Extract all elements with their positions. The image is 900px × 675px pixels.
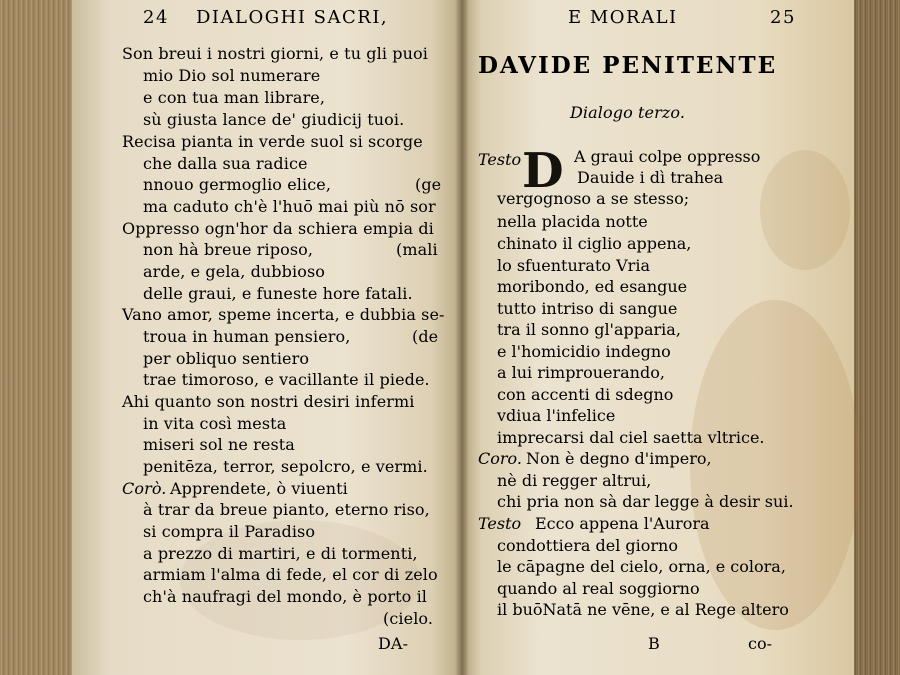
text-line: ma caduto ch'è l'huō mai più nō sor: [143, 197, 436, 216]
text-line: trae timoroso, e vacillante il piede.: [143, 370, 430, 389]
text-line: troua in human pensiero,: [143, 327, 351, 346]
text-line: condottiera del giorno: [497, 536, 678, 555]
text-line: Ecco appena l'Aurora: [535, 514, 710, 533]
text-line: in vita così mesta: [143, 414, 287, 433]
text-line: Vano amor, speme incerta, e dubbia se-: [122, 305, 445, 324]
text-line: imprecarsi dal ciel saetta vltrice.: [497, 428, 765, 447]
left-page-number: 24: [143, 7, 169, 28]
text-line: Non è degno d'impero,: [526, 449, 712, 468]
book-gutter: [455, 0, 469, 675]
catchword: co-: [748, 634, 772, 653]
catchword: DA-: [378, 634, 409, 653]
text-line: vergognoso a se stesso;: [497, 189, 690, 208]
speaker-label: Coro.: [478, 449, 522, 468]
text-line: A graui colpe oppresso: [574, 147, 761, 166]
text-line: Apprendete, ò viuenti: [170, 479, 348, 498]
text-line: chi pria non sà dar legge à desir sui.: [497, 492, 794, 511]
text-line: chinato il ciglio appena,: [497, 234, 692, 253]
text-line: e con tua man librare,: [143, 88, 326, 107]
speaker-label: Corò.: [122, 479, 167, 498]
left-running-head: DIALOGHI SACRI,: [196, 7, 389, 28]
text-line: lo sfuenturato Vria: [497, 256, 650, 275]
right-running-head: E MORALI: [568, 7, 678, 28]
text-line: mio Dio sol numerare: [143, 66, 321, 85]
text-line: che dalla sua radice: [143, 154, 308, 173]
text-line: tutto intriso di sangue: [497, 299, 678, 318]
page-title: DAVIDE PENITENTE: [478, 52, 778, 79]
text-line: sù giusta lance de' giudicij tuoi.: [143, 110, 405, 129]
text-line: à trar da breue pianto, eterno riso,: [143, 500, 430, 519]
text-line-turnover: (mali: [396, 240, 438, 259]
text-line: Recisa pianta in verde suol si scorge: [122, 132, 423, 151]
text-line: nè di regger altrui,: [497, 471, 652, 490]
text-line: Dauide i dì trahea: [577, 168, 724, 187]
text-line: a prezzo di martiri, e di tormenti,: [143, 544, 418, 563]
book-edge-left: [0, 0, 78, 675]
water-stain: [690, 300, 860, 630]
text-line: Ahi quanto son nostri desiri infermi: [122, 392, 415, 411]
text-line: nnouo germoglio elice,: [143, 175, 332, 194]
text-line: vdiua l'infelice: [497, 406, 616, 425]
text-line: moribondo, ed esangue: [497, 277, 688, 296]
text-line: arde, e gela, dubbioso: [143, 262, 325, 281]
speaker-label: Testo: [478, 150, 522, 169]
text-line-turnover: (de: [412, 327, 439, 346]
text-line: penitēza, terror, sepolcro, e vermi.: [143, 457, 428, 476]
drop-cap: D: [522, 143, 564, 199]
text-line: le cāpagne del cielo, orna, e colora,: [497, 557, 786, 576]
text-line-turnover: (cielo.: [383, 609, 434, 628]
text-line: non hà breue riposo,: [143, 240, 314, 259]
text-line: a lui rimprouerando,: [497, 363, 665, 382]
signature-mark: B: [648, 634, 660, 653]
text-line: il buōNatā ne vēne, e al Rege altero: [497, 600, 789, 619]
text-line: si compra il Paradiso: [143, 522, 316, 541]
text-line: e l'homicidio indegno: [497, 342, 671, 361]
subtitle: Dialogo terzo.: [570, 103, 686, 122]
text-line: Son breui i nostri giorni, e tu gli puoi: [122, 44, 428, 63]
text-line-turnover: (ge: [415, 175, 442, 194]
right-page-number: 25: [770, 7, 796, 28]
text-line: miseri sol ne resta: [143, 435, 295, 454]
text-line: ch'à naufragi del mondo, è porto il: [143, 587, 428, 606]
water-stain: [760, 150, 850, 270]
text-line: con accenti di sdegno: [497, 385, 674, 404]
text-line: quando al real soggiorno: [497, 579, 700, 598]
text-line: Oppresso ogn'hor da schiera empia di: [122, 219, 434, 238]
text-line: armiam l'alma di fede, el cor di zelo: [143, 565, 438, 584]
text-line: per obliquo sentiero: [143, 349, 310, 368]
text-line: delle graui, e funeste hore fatali.: [143, 284, 413, 303]
text-line: tra il sonno gl'apparia,: [497, 320, 681, 339]
speaker-label: Testo: [478, 514, 522, 533]
text-line: nella placida notte: [497, 212, 648, 231]
